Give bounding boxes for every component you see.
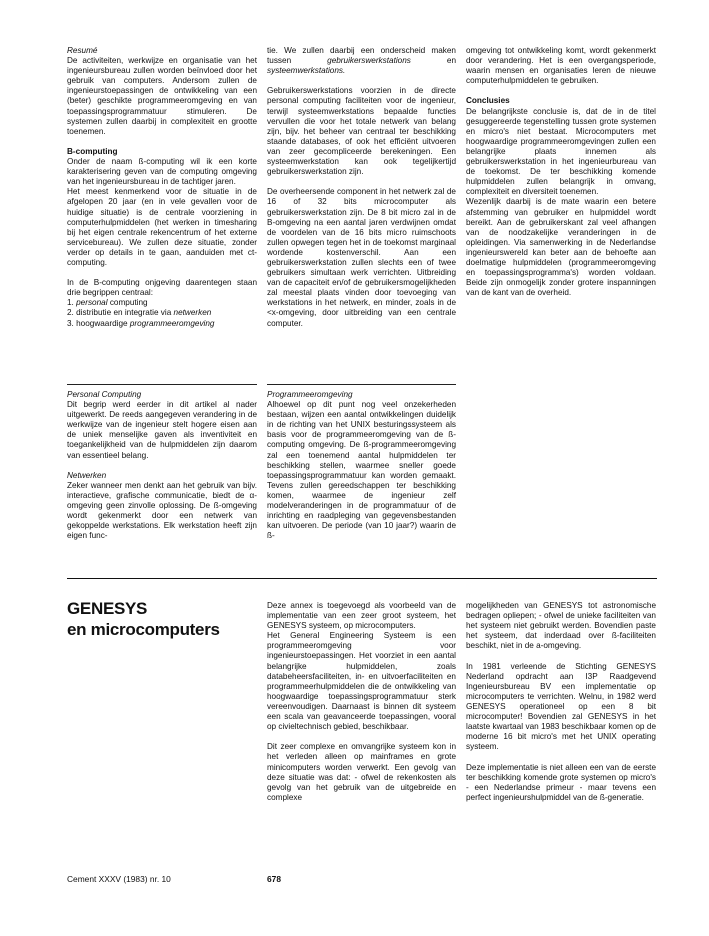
title-line-1: GENESYS [67, 599, 148, 618]
personal-computing-heading: Personal Computing [67, 390, 142, 399]
top-column-3 [466, 46, 656, 298]
column-3-para-3: Wezenlijk daarbij is de mate waarin een betere afstemming van gebruiker en hulpmiddel wordt bereikt. Aan de gebruikerskant zal veel afhangen van de noodzakelijke veranderingen in de opleidingen. Via samenwerking in de Nederlandse ingenieurswereld kan beter aan de behoefte aan doelmatige hulpmiddelen (programmeeromgeving en toepassingsprogramma's) worden voldaan. Beide zijn onmogelijk zonder grotere inspanningen van de kant van de overheid. [466, 197, 656, 298]
b-computing-para-3: In de B-computing onjgeving daarentegen staan drie begrippen centraal: [67, 278, 257, 298]
annex-para-1: Deze annex is toegevoegd als voorbeeld van de implementatie van een zeer groot systeem, het GENESYS systeem, op microcomputers. [267, 601, 456, 631]
annex-col3-para-2: In 1981 verleende de Stichting GENESYS Nederland opdracht aan I3P Raadgevend Ingenieursbureau BV een implementatie op microcomputers te verrichten. Welnu, in 1982 werd GENESYS operationeel op een 8 bit microcomputer! Bovendien zal GENESYS in het laatste kwartaal van 1983 beschikbaar komen op de moderne 16 bit micro's met het UNIX operating systeem. [466, 661, 656, 752]
top-column-2 [267, 46, 456, 329]
annex-col3-para-3: Deze implementatie is niet alleen een van de eerste ter beschikking komende grote systemen op micro's - een Nederlandse primeur - maar tevens een perfect ingenieurshulpmiddel van de ß-generatie. [466, 762, 656, 802]
column-2-para-1: tie. We zullen daarbij een onderscheid maken tussen gebruikerswerkstations en systeemwerkstations. [267, 46, 456, 76]
list-item: 3. hoogwaardige programmeeromgeving [67, 318, 215, 328]
programmeeromgeving-heading: Programmeeromgeving [267, 390, 353, 399]
column-2-para-2: Gebruikerswerkstations voorzien in de directe personal computing faciliteiten voor de ingenieur, terwijl systeemwerkstations bepaalde functies vervullen die voor het totale netwerk van belang zijn, bijv. het beheer van centraal ter beschikking staande databases, of ook het efficiënt uitvoeren van zeer gecompliceerde berekeningen. Een systeemwerkstation kan ook tegelijkertijd gebruikerswerkstation zijn. [267, 86, 456, 177]
list-item: 1. personal computing [67, 298, 148, 308]
netwerken-text: Zeker wanneer men denkt aan het gebruik van bijv. interactieve, grafische communicatie, biedt de α-omgeving geen zinvolle oplossing. De ß-omgeving wordt gekenmerkt door een netwerk van gekoppelde werkstations. Elk werkstation heeft zijn eigen func- [67, 480, 257, 541]
conclusies-text: De belangrijkste conclusie is, dat de in de titel gesuggereerde tegenstelling tussen grote systemen en micro's niet bestaat. Microcomputers met hoogwaardige programmeeromgevingen zullen een belangrijke plaats innemen als gebruikerswerkstation in het ingenieurbureau van de toekomst. De ter beschikking komende hulpmiddelen zullen belangrijk in omvang, complexiteit en diversiteit toenemen. [466, 106, 656, 197]
page-number: 678 [267, 874, 281, 884]
section-divider [67, 578, 657, 579]
top-column-1 [67, 46, 257, 329]
bottom-column-3 [466, 601, 656, 803]
column-2-divider [267, 384, 456, 385]
resume-heading: Resumé [67, 46, 98, 55]
column-3-para-1: omgeving tot ontwikkeling komt, wordt gekenmerkt door verandering. Het is een overgangsperiode, waarin mensen en organisaties leren de nieuwe computerhulpmiddelen te gebruiken. [466, 46, 656, 86]
b-computing-heading: B-computing [67, 146, 118, 156]
annex-para-3: Dit zeer complexe en omvangrijke systeem kon in het verleden alleen op mainframes en grote minicomputers worden verwerkt. Een gevolg van deze situatie was dat: - ofwel de rekenkosten als gevolg van het gebruik van de uitgebreide en complexe [267, 742, 456, 802]
b-computing-para-2: Het meest kenmerkend voor de situatie in de afgelopen 20 jaar (en in vele gevallen voor de huidige situatie) is de centrale voorziening in computerhulpmiddelen (het werken in timesharing bij het eigen centrale rekencentrum of het externe servicebureau). We zullen deze situatie, zonder verder op details in te gaan, aanduiden met ct-computing. [67, 187, 257, 267]
top-column-1-lower [67, 390, 257, 541]
journal-reference: Cement XXXV (1983) nr. 10 [67, 874, 171, 884]
programmeeromgeving-text: Alhoewel op dit punt nog veel onzekerheden bestaan, wijzen een aantal ontwikkelingen duidelijk in de richting van het UNIX besturingssysteem als basis voor de programmeeromgeving van de ß-computing omgeving. De ß-programmeeromgeving zal een toenemend aantal hulpmiddelen ter beschikking stellen, waarmee sneller goede toepassingsprogrammatuur kan worden gemaakt. Tevens zullen gereedschappen ter beschikking komen, waarmee de ingenieur zelf modelveranderingen in de programmatuur of de inrichting en raadpleging van gegevensbestanden kan uitvoeren. De periode (van 10 jaar?) waarin de ß- [267, 400, 456, 541]
annex-col3-para-1: mogelijkheden van GENESYS tot astronomische bedragen opliepen; - ofwel de unieke faciliteiten van het systeem niet gebruikt werden. Bovendien paste het systeem, dat inderdaad over ß-faciliteiten beschikt, niet in de a-omgeving. [466, 601, 656, 651]
article-title [67, 598, 220, 640]
resume-text: De activiteiten, werkwijze en organisatie van het ingenieursbureau zullen worden beïnvloed door het gebruik van computers. Andersom zullen de ingenieurstoepassingen de ontwikkeling van een (beter) geschikte programmeeromgeving en van toepassingsprogrammatuur stimuleren. De systemen zullen daarbij in complexiteit en grootte toenemen. [67, 56, 257, 136]
top-column-2-lower [267, 390, 456, 541]
concepts-list [67, 298, 257, 328]
column-2-para-3: De overheersende component in het netwerk zal de 16 of 32 bits microcomputer als gebruikerswerkstation zijn. De 8 bit micro zal in de B-omgeving na een aantal jaren verdwijnen omdat de voordelen van de 16 bits micro ruimschoots zullen opwegen tegen het in de toekomst marginaal wordende kostenverschil. Aan een gebruikerswerkstation zullen slechts een of twee gebruikers simultaan werk verrichten. Uitbreiding van de capaciteit en/of de gebruikersmogelijkheden zal meestal plaats vinden door toevoeging van werkstations in het netwerk, en minder, zoals in de <x-omgeving, door uitbreiding van een centrale computer. [267, 187, 456, 328]
personal-computing-text: Dit begrip werd eerder in dit artikel al nader uitgewerkt. De reeds aangegeven verandering in de werkwijze van de ingenieur stelt hogere eisen aan de uniek menselijke gaven als inventiviteit en toegankelijkheid van de hulpmiddelen zijn daarom van essentieel belang. [67, 400, 257, 460]
annex-para-2: Het General Engineering Systeem is een programmeeromgeving voor ingenieurstoepassingen. Het voorziet in een aantal belangrijke hulpmiddelen, zoals databeheersfaciliteiten, in- en uitvoerfaciliteiten en programmeerhulpmiddelen die de ontwikkeling van hoogwaardige toepassingsprogrammatuur sterk vereenvoudigen. Daarnaast is binnen dit systeem een scala van geavanceerde toepassingen, vooral op civieltechnisch gebied, beschikbaar. [267, 631, 456, 732]
netwerken-heading: Netwerken [67, 470, 107, 480]
b-computing-para-1: Onder de naam ß-computing wil ik een korte karakterisering geven van de computing omgeving van het ingenieursbureau in de tachtiger jaren. [67, 157, 257, 187]
bottom-column-2 [267, 601, 456, 803]
list-item: 2. distributie en integratie via netwerken [67, 308, 212, 318]
conclusies-heading: Conclusies [466, 96, 510, 106]
title-line-2: en microcomputers [67, 620, 220, 639]
column-1-divider [67, 384, 257, 385]
